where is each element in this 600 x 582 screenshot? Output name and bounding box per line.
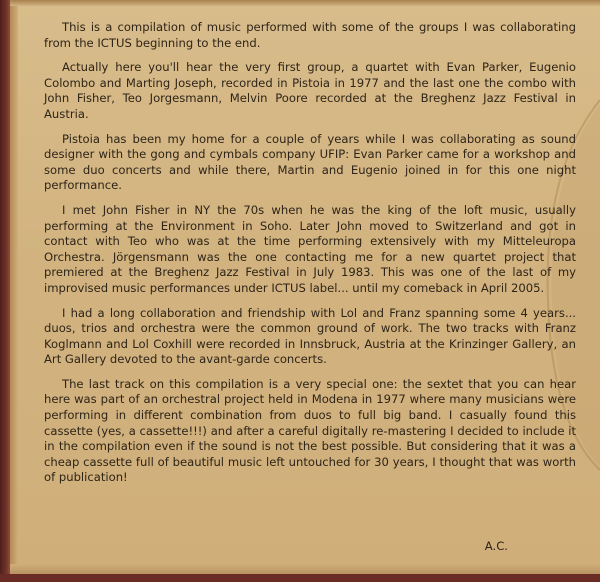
liner-notes-text <box>44 20 576 495</box>
paragraph-first-group: Actually here you'll hear the very first group, a quartet with Evan Parker, Eugenio Colombo and Marting Joseph, recorded in Pistoia in 1977 and the last one the combo with John Fisher, Teo Jorgesmann, Melvin Poore recorded at the Breghenz Jazz Festival in Austria. <box>44 60 576 121</box>
paragraph-lol-franz: I had a long collaboration and friendship with Lol and Franz spanning some 4 years... duos, trios and orchestra were the common ground of work. The two tracks with Franz Koglmann and Lol Coxhill were recorded in Innsbruck, Austria at the Krinzinger Gallery, an Art Gallery devoted to the avant-garde concerts. <box>44 305 576 367</box>
bottom-border-strip <box>0 574 600 582</box>
left-border-strip <box>0 0 10 582</box>
paragraph-intro: This is a compilation of music performed with some of the groups I was collaborating from the ICTUS beginning to the end. <box>44 20 576 50</box>
top-fold-edge <box>10 0 600 6</box>
paragraph-pistoia: Pistoia has been my home for a couple of years while I was collaborating as sound designer with the gong and cymbals company UFIP: Evan Parker came for a workshop and some duo concerts and while there, Martin and Eugenio joined in for this one night performance. <box>44 131 576 193</box>
bottom-fold-edge <box>10 564 600 574</box>
left-fold-edge <box>10 0 18 582</box>
paragraph-john-fisher: I met John Fisher in NY the 70s when he was the king of the loft music, usually performing at the Environment in Soho. Later John moved to Switzerland and got in contact with Teo who was at the time performing extensively with my Mitteleuropa Orchestra. Jörgensmann was the one contacting me for a new quartet project that premiered at the Breghenz Jazz Festival in July 1983. This was one of the last of my improvised music performances under ICTUS label... until my comeback in April 2005. <box>44 202 576 295</box>
paragraph-last-track: The last track on this compilation is a very special one: the sextet that you can hear here was part of an orchestral project held in Modena in 1977 where many musicians were performing in different combination from duos to full big band. I casually found this cassette (yes, a cassette!!!) and after a careful digitally re-mastering I decided to include it in the compilation even if the sound is not the best possible. But considering that it was a cheap cassette full of beautiful music left untouched for 30 years, I thought that was worth of publication! <box>44 376 576 485</box>
signature: A.C. <box>484 539 508 553</box>
